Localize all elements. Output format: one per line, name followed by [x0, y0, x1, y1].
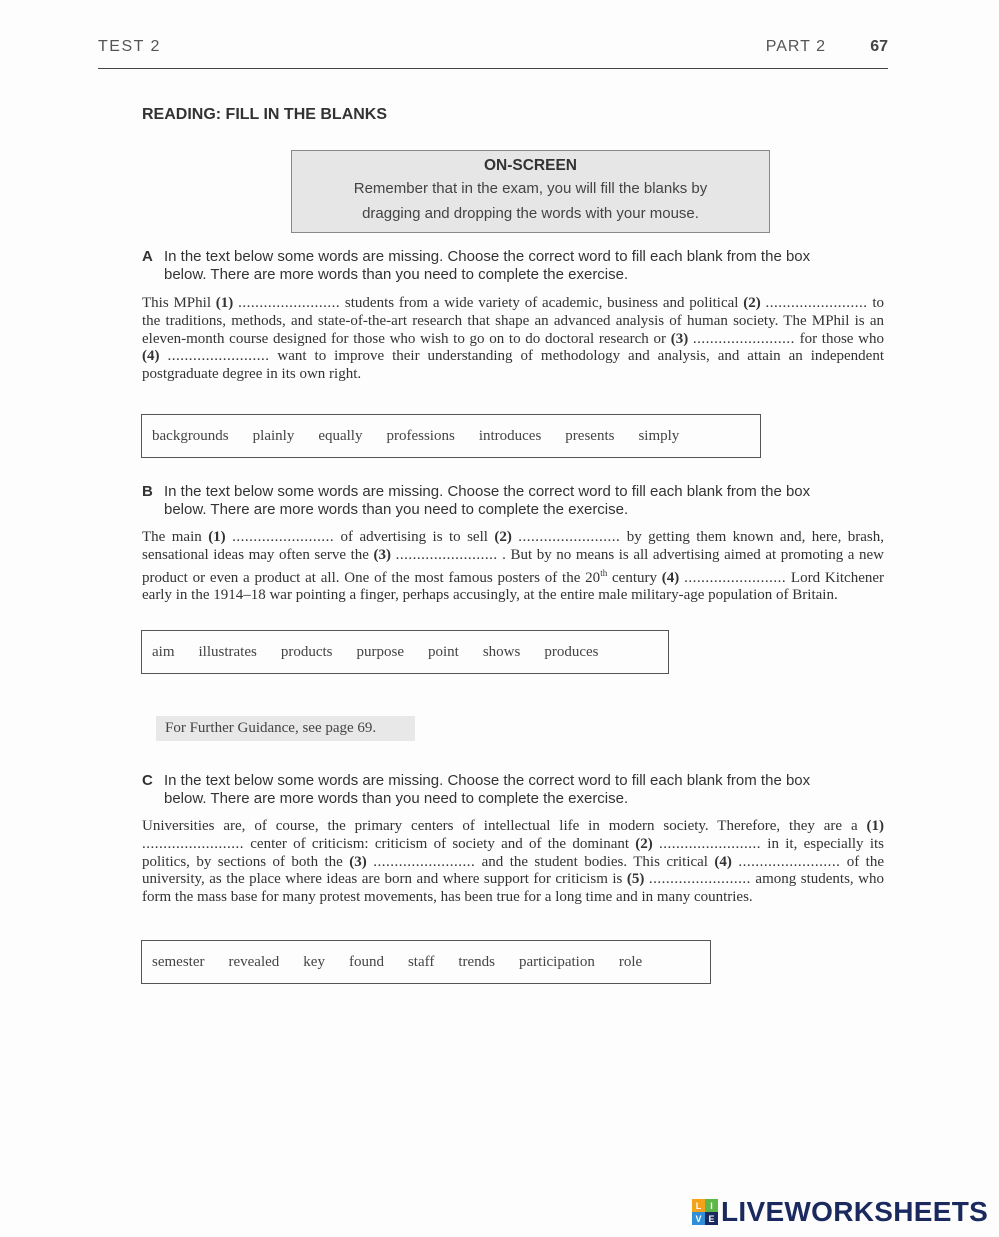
word-box-c	[141, 940, 711, 984]
word-option[interactable]: revealed	[228, 953, 280, 970]
word-option[interactable]: semester	[152, 953, 205, 970]
instructions-c	[142, 772, 882, 808]
onscreen-note	[291, 150, 770, 233]
word-option[interactable]: produces	[544, 643, 599, 660]
blank-number: (2)	[743, 295, 761, 311]
blank-number: (5)	[626, 871, 645, 888]
blank-number: (4)	[661, 569, 680, 586]
passage-c: Universities are, of course, the primary centers of intellectual life in modern society. Therefore, they are a (1) ........................ center of criticism: criticism of society and of the dominant (2) ........................ in it, especially its politics, by sections of both the (3) ........................ and the student bodies. This critical (4) ........................ of the university, as the place where ideas are born and where support for criticism is (5) ........................ among students, who form the mass base for many protest movements, has been true for a long time and in many countries.	[142, 818, 885, 906]
instruction-text-a1: In the text below some words are missing. Choose the correct word to fill each blank from the box	[164, 248, 811, 265]
blank-number: (3)	[670, 330, 689, 347]
instruction-text-b1: In the text below some words are missing. Choose the correct word to fill each blank from the box	[164, 483, 811, 500]
section-letter-b: B	[142, 483, 153, 500]
blank-a4[interactable]: ........................	[167, 348, 270, 365]
page-number: 67	[870, 38, 888, 55]
blank-c5[interactable]: ........................	[648, 871, 751, 888]
instructions-a	[142, 248, 882, 284]
word-option[interactable]: equally	[318, 427, 363, 444]
blank-c4[interactable]: ........................	[738, 853, 841, 870]
section-title: READING: FILL IN THE BLANKS	[142, 106, 388, 123]
word-option[interactable]: illustrates	[198, 643, 257, 660]
blank-number: (1)	[208, 529, 226, 545]
word-option[interactable]: backgrounds	[152, 427, 229, 444]
page-header	[98, 38, 888, 69]
blank-number: (3)	[373, 546, 392, 563]
blank-b4[interactable]: ........................	[684, 569, 787, 586]
blank-c3[interactable]: ........................	[373, 853, 476, 870]
word-option[interactable]: professions	[386, 427, 455, 444]
word-option[interactable]: found	[348, 953, 384, 970]
instruction-text-a2: below. There are more words than you need to complete the exercise.	[164, 266, 629, 283]
blank-number: (4)	[714, 853, 732, 870]
word-option[interactable]: aim	[152, 643, 175, 660]
word-option[interactable]: introduces	[478, 427, 542, 444]
blank-number: (1)	[215, 295, 234, 311]
word-option[interactable]: staff	[407, 953, 435, 970]
word-box-b	[141, 630, 669, 674]
section-letter-a: A	[142, 248, 153, 265]
word-box-a	[141, 414, 761, 458]
passage-b: The main (1) ........................ of advertising is to sell (2) ........................ by getting them known and, here, brash, sensational ideas may often serve the (3) ........................ . But by no means is all advertising aimed at promoting a new product or even a product at all. One of the most famous posters of the 20th century (4) ........................ Lord Kitchener early in the 1914–18 war pointing a finger, perhaps accusingly, at the entire male military-age population of Britain.	[142, 529, 885, 604]
blank-b2[interactable]: ........................	[518, 529, 621, 545]
logo-text: LIVEWORKSHEETS	[721, 1196, 989, 1227]
instruction-text-b2: below. There are more words than you need to complete the exercise.	[164, 501, 629, 518]
blank-c1[interactable]: ........................	[142, 835, 244, 852]
part-label: PART 2	[765, 38, 826, 55]
blank-number: (2)	[635, 835, 653, 852]
blank-c2[interactable]: ........................	[659, 835, 762, 852]
word-option[interactable]: products	[280, 643, 333, 660]
blank-a2[interactable]: ........................	[765, 295, 868, 311]
blank-number: (2)	[494, 529, 512, 545]
word-option[interactable]: key	[303, 953, 325, 970]
blank-a3[interactable]: ........................	[692, 330, 795, 347]
passage-a: This MPhil (1) ........................ students from a wide variety of academic, business and political (2) ........................ to the traditions, methods, and state-of-the-art research that shape an advanced analysis of human society. The MPhil is an eleven-month course designed for those who wish to go on to do doctoral research or (3) ........................ for those who (4) ........................ want to improve their understanding of methodology and analysis, and attain an independent postgraduate degree in its own right.	[142, 295, 885, 383]
word-option[interactable]: shows	[482, 643, 521, 660]
onscreen-heading: ON-SCREEN	[483, 157, 577, 174]
onscreen-line-2: dragging and dropping the words with your mouse.	[362, 205, 699, 222]
word-option[interactable]: simply	[638, 427, 680, 444]
blank-number: (4)	[142, 348, 160, 365]
onscreen-line-1: Remember that in the exam, you will fill the blanks by	[353, 180, 708, 197]
word-option[interactable]: purpose	[356, 643, 404, 660]
instruction-text-c2: below. There are more words than you need to complete the exercise.	[164, 790, 629, 807]
word-option[interactable]: presents	[565, 427, 615, 444]
test-label: TEST 2	[98, 38, 161, 55]
guidance-note: For Further Guidance, see page 69.	[156, 716, 415, 741]
word-option[interactable]: plainly	[252, 427, 295, 444]
liveworksheets-logo	[692, 1196, 988, 1228]
blank-number: (3)	[349, 853, 367, 870]
instructions-b	[142, 483, 882, 519]
blank-b3[interactable]: ........................	[395, 546, 498, 563]
blank-b1[interactable]: ........................	[232, 529, 335, 545]
word-option[interactable]: role	[618, 953, 643, 970]
logo-mark-icon: L I V E	[692, 1199, 718, 1225]
blank-a1[interactable]: ........................	[238, 295, 341, 311]
instruction-text-c1: In the text below some words are missing. Choose the correct word to fill each blank from the box	[164, 772, 811, 789]
section-letter-c: C	[142, 772, 153, 789]
word-option[interactable]: trends	[458, 953, 496, 970]
word-option[interactable]: point	[428, 643, 459, 660]
blank-number: (1)	[866, 818, 884, 834]
word-option[interactable]: participation	[519, 953, 595, 970]
